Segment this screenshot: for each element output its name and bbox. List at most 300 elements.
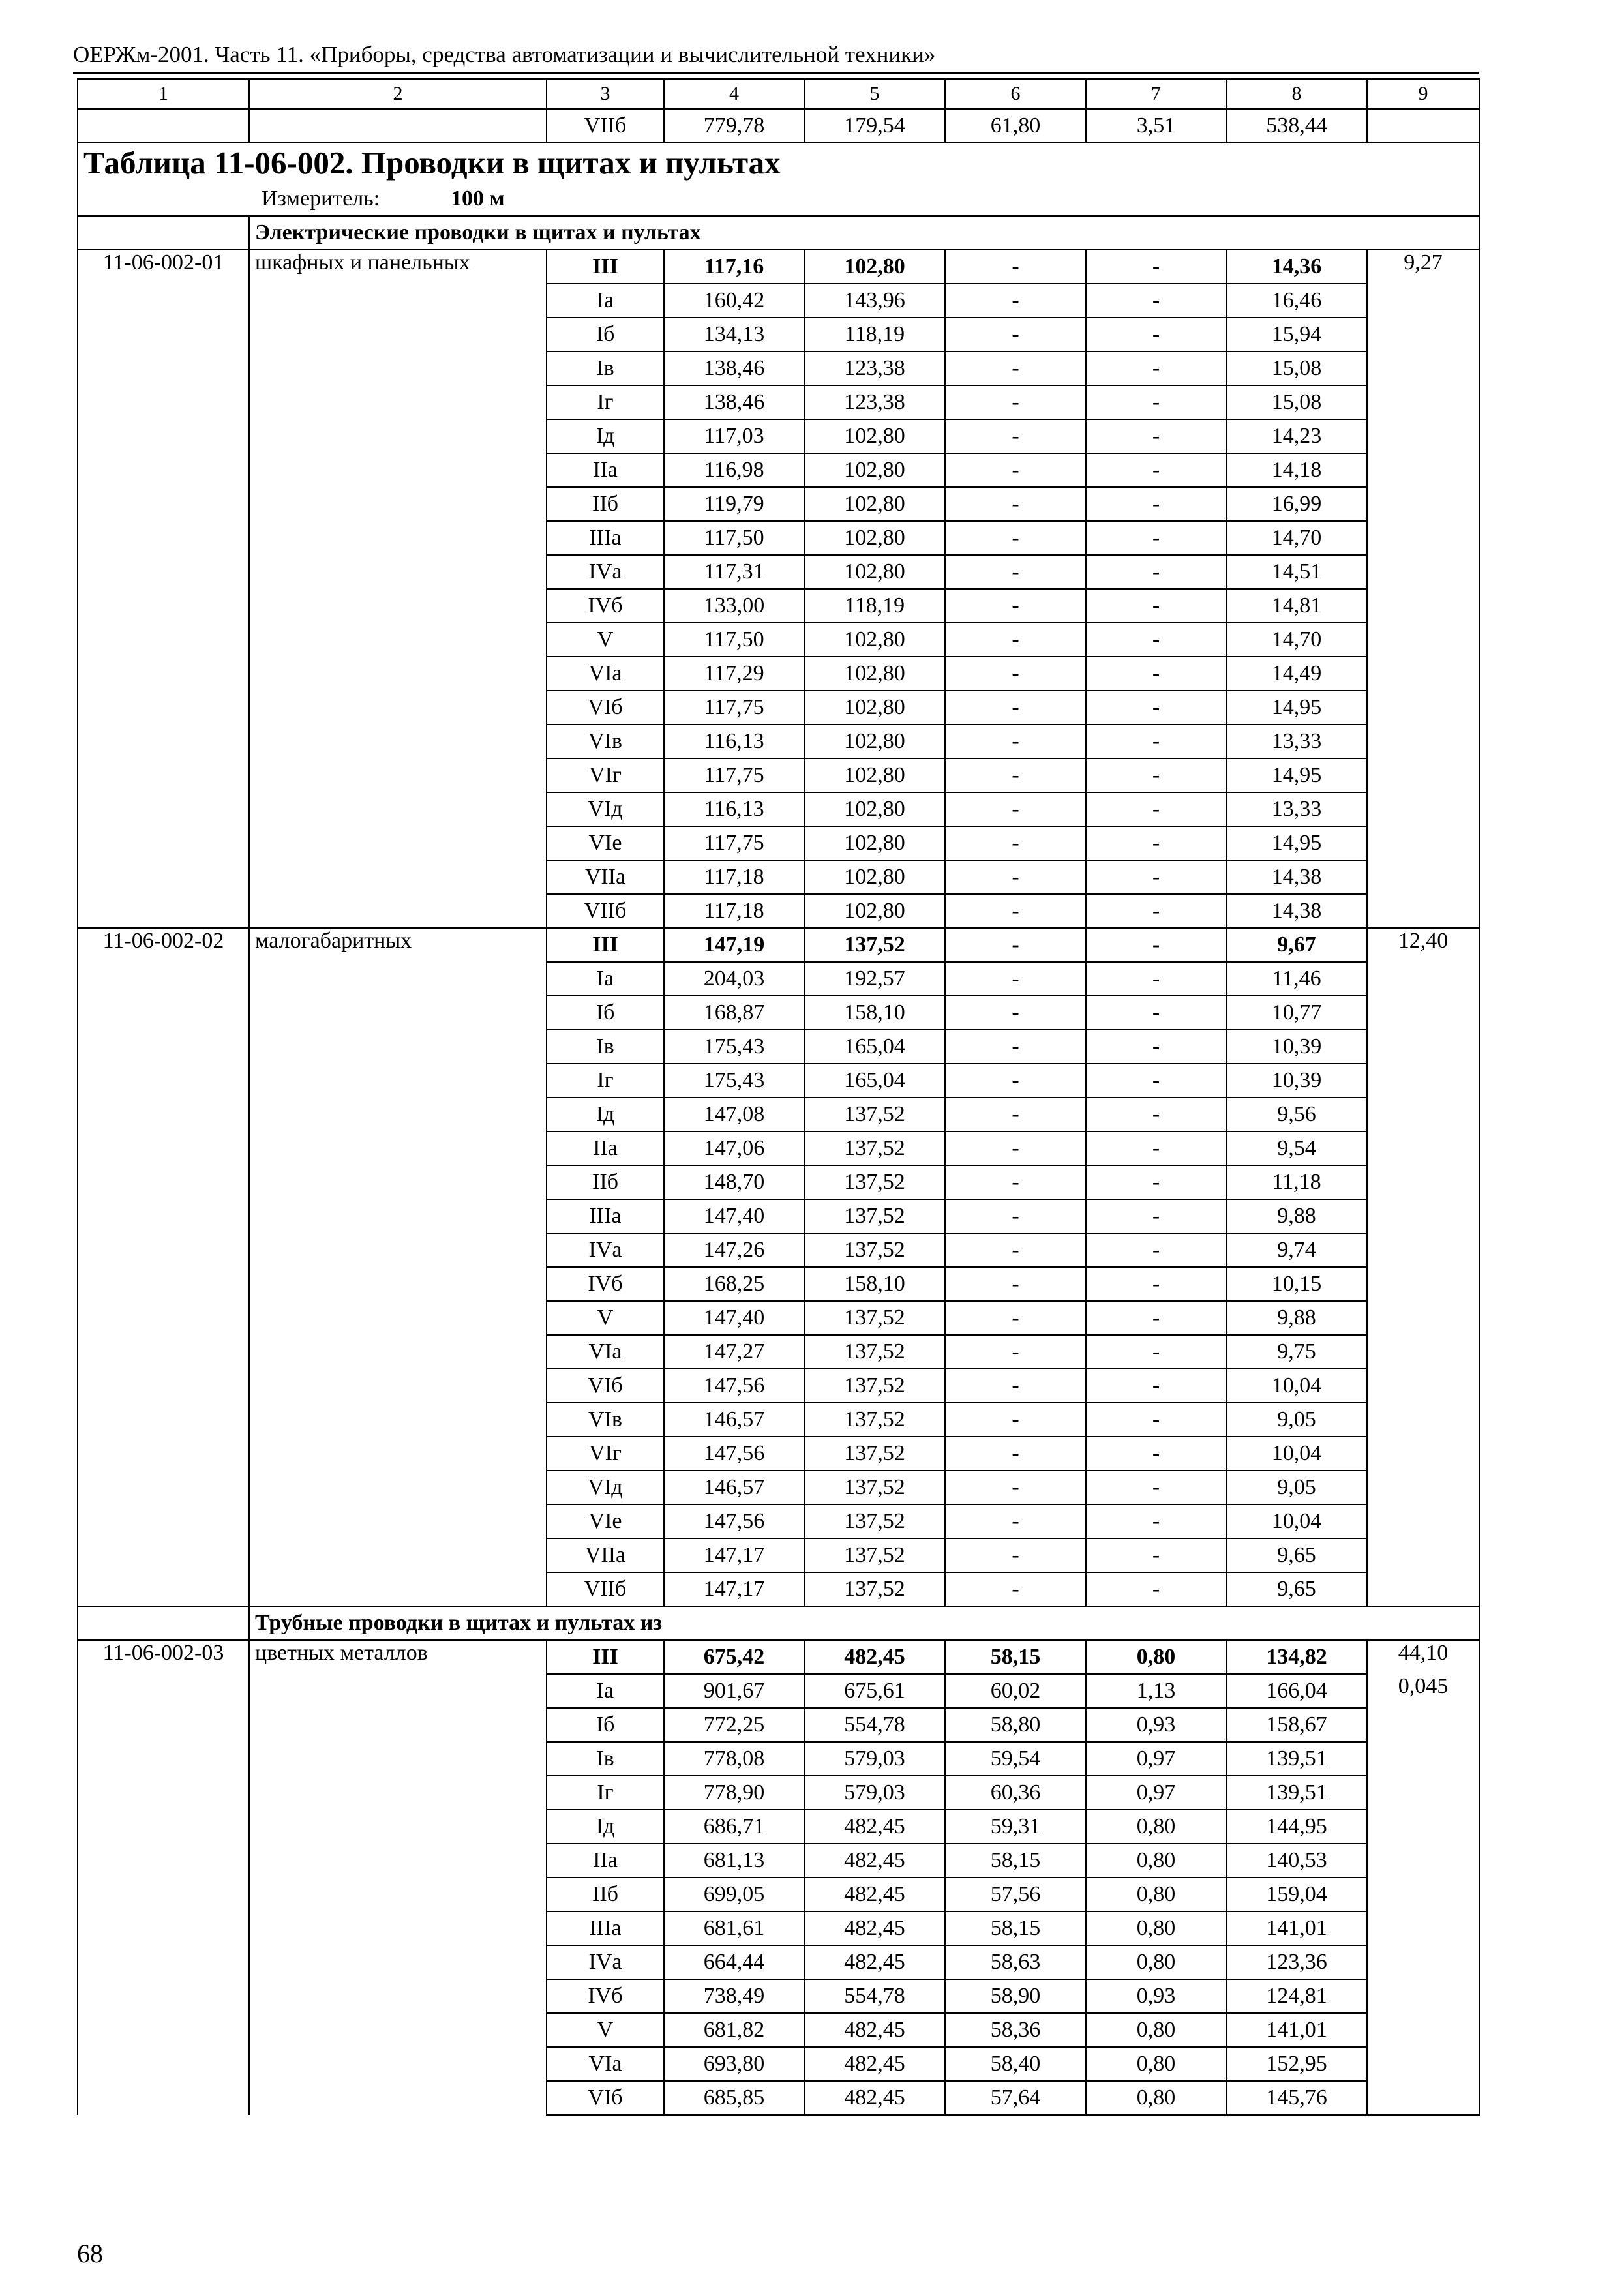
total-cost-cell: 117,50 [664,521,804,555]
unit-value: 100 м [451,187,505,211]
name-cell [249,352,547,385]
name-cell [249,2013,547,2047]
labor-cost-cell [1367,419,1479,453]
wages-cell: 137,52 [804,1471,945,1504]
table-row [78,691,1479,725]
table-row [78,860,1479,894]
code-cell [78,2047,249,2081]
code-cell [78,521,249,555]
code-cell: 11-06-002-02 [78,928,249,962]
driver-wages-cell: - [1086,1369,1226,1403]
driver-wages-cell: 0,80 [1086,1640,1226,1674]
materials-cell: 123,36 [1226,1945,1367,1979]
carry-labor-cell [1367,109,1479,143]
name-cell [249,1572,547,1606]
materials-cell: 9,88 [1226,1199,1367,1233]
machine-cost-cell: - [945,962,1086,996]
table-row [78,1911,1479,1945]
driver-wages-cell: - [1086,1064,1226,1098]
driver-wages-cell: 0,80 [1086,1810,1226,1844]
materials-cell: 13,33 [1226,792,1367,826]
class-cell: III [547,928,664,962]
machine-cost-cell: - [945,419,1086,453]
wages-cell: 482,45 [804,1878,945,1911]
machine-cost-cell: 57,56 [945,1878,1086,1911]
materials-cell: 9,05 [1226,1471,1367,1504]
driver-wages-cell: - [1086,1538,1226,1572]
machine-cost-cell: 59,31 [945,1810,1086,1844]
machine-cost-cell: - [945,487,1086,521]
class-cell: III [547,1640,664,1674]
class-cell: Iг [547,1064,664,1098]
total-cost-cell: 148,70 [664,1165,804,1199]
code-cell [78,1199,249,1233]
class-cell: IVа [547,1945,664,1979]
labor-cost-cell [1367,1911,1479,1945]
page-number: 68 [77,2239,103,2268]
machine-cost-cell: - [945,555,1086,589]
class-cell: VIг [547,1437,664,1471]
materials-cell: 159,04 [1226,1878,1367,1911]
class-cell: VIIб [547,1572,664,1606]
code-cell [78,385,249,419]
labor-cost-cell [1367,589,1479,623]
class-cell: VIв [547,1403,664,1437]
name-cell [249,1674,547,1708]
total-cost-cell: 699,05 [664,1878,804,1911]
code-cell [78,1064,249,1098]
class-cell: VIIб [547,894,664,928]
carry-wage-cell: 179,54 [804,109,945,143]
code-cell [78,1504,249,1538]
machine-cost-cell: - [945,725,1086,758]
total-cost-cell: 117,75 [664,691,804,725]
driver-wages-cell: - [1086,1572,1226,1606]
total-cost-cell: 116,13 [664,792,804,826]
labor-cost-cell [1367,1810,1479,1844]
wages-cell: 554,78 [804,1708,945,1742]
driver-wages-cell: - [1086,352,1226,385]
labor-cost-cell [1367,1064,1479,1098]
total-cost-cell: 117,31 [664,555,804,589]
total-cost-cell: 681,61 [664,1911,804,1945]
materials-cell: 152,95 [1226,2047,1367,2081]
code-cell [78,1437,249,1471]
name-cell [249,1538,547,1572]
wages-cell: 137,52 [804,1131,945,1165]
wages-cell: 675,61 [804,1674,945,1708]
materials-cell: 134,82 [1226,1640,1367,1674]
class-cell: IVб [547,1979,664,2013]
machine-cost-cell: - [945,589,1086,623]
machine-cost-cell: - [945,250,1086,284]
total-cost-cell: 138,46 [664,352,804,385]
total-cost-cell: 147,08 [664,1098,804,1131]
name-cell [249,1911,547,1945]
driver-wages-cell: - [1086,419,1226,453]
wages-cell: 102,80 [804,894,945,928]
name-cell [249,758,547,792]
materials-cell: 158,67 [1226,1708,1367,1742]
materials-cell: 14,38 [1226,894,1367,928]
labor-cost-cell [1367,385,1479,419]
wages-cell: 165,04 [804,1064,945,1098]
table-row [78,1742,1479,1776]
class-cell: IIIа [547,1199,664,1233]
machine-cost-cell: - [945,284,1086,318]
table-row [78,996,1479,1030]
table-row [78,758,1479,792]
code-cell [78,1979,249,2013]
name-cell [249,1369,547,1403]
machine-cost-cell: 58,40 [945,2047,1086,2081]
materials-cell: 139,51 [1226,1776,1367,1810]
name-cell [249,691,547,725]
column-number-row [78,79,1479,109]
materials-cell: 139,51 [1226,1742,1367,1776]
total-cost-cell: 117,18 [664,894,804,928]
class-cell: Iг [547,1776,664,1810]
wages-cell: 118,19 [804,589,945,623]
wages-cell: 482,45 [804,1844,945,1878]
machine-cost-cell: - [945,1301,1086,1335]
materials-cell: 11,18 [1226,1165,1367,1199]
name-cell [249,1267,547,1301]
labor-cost-cell [1367,1572,1479,1606]
code-cell [78,1335,249,1369]
name-cell [249,487,547,521]
driver-wages-cell: - [1086,1131,1226,1165]
name-cell [249,657,547,691]
wages-cell: 102,80 [804,250,945,284]
machine-cost-cell: 58,90 [945,1979,1086,2013]
total-cost-cell: 675,42 [664,1640,804,1674]
labor-cost-cell [1367,1199,1479,1233]
driver-wages-cell: - [1086,758,1226,792]
name-cell [249,284,547,318]
labor-cost-cell [1367,1471,1479,1504]
section-header-row [78,1606,1479,1640]
driver-wages-cell: - [1086,1199,1226,1233]
total-cost-cell: 116,98 [664,453,804,487]
column-number: 7 [1086,79,1226,109]
total-cost-cell: 681,82 [664,2013,804,2047]
driver-wages-cell: 0,80 [1086,1945,1226,1979]
machine-cost-cell: - [945,691,1086,725]
code-cell [78,962,249,996]
table-row [78,623,1479,657]
code-cell [78,2013,249,2047]
code-cell [78,1742,249,1776]
wages-cell: 102,80 [804,792,945,826]
wages-cell: 554,78 [804,1979,945,2013]
class-cell: V [547,2013,664,2047]
table-row [78,1979,1479,2013]
code-cell [78,725,249,758]
carry-drivers-cell: 3,51 [1086,109,1226,143]
carry-over-row [78,109,1479,143]
name-cell [249,589,547,623]
wages-cell: 158,10 [804,1267,945,1301]
total-cost-cell: 146,57 [664,1471,804,1504]
wages-cell: 123,38 [804,352,945,385]
labor-cost-cell [1367,2047,1479,2081]
class-cell: VIIа [547,860,664,894]
machine-cost-cell: - [945,1504,1086,1538]
driver-wages-cell: - [1086,894,1226,928]
column-number: 5 [804,79,945,109]
unit-label: Измеритель: [262,187,380,211]
table-row [78,1844,1479,1878]
name-cell [249,555,547,589]
machine-cost-cell: 60,36 [945,1776,1086,1810]
materials-cell: 9,74 [1226,1233,1367,1267]
wages-cell: 137,52 [804,1335,945,1369]
name-cell: цветных металлов [249,1640,547,1674]
materials-cell: 14,51 [1226,555,1367,589]
name-cell: шкафных и панельных [249,250,547,284]
code-cell [78,1776,249,1810]
column-number: 8 [1226,79,1367,109]
name-cell [249,453,547,487]
labor-cost-cell [1367,1403,1479,1437]
wages-cell: 137,52 [804,1165,945,1199]
wages-cell: 137,52 [804,1301,945,1335]
wages-cell: 482,45 [804,1810,945,1844]
driver-wages-cell: 0,97 [1086,1742,1226,1776]
labor-cost-cell [1367,1437,1479,1471]
machine-cost-cell: 57,64 [945,2081,1086,2115]
name-cell [249,521,547,555]
machine-cost-cell: 58,63 [945,1945,1086,1979]
name-cell [249,318,547,352]
machine-cost-cell: - [945,1538,1086,1572]
materials-cell: 144,95 [1226,1810,1367,1844]
class-cell: Iд [547,1098,664,1131]
labor-cost-cell [1367,1369,1479,1403]
driver-wages-cell: 0,97 [1086,1776,1226,1810]
wages-cell: 165,04 [804,1030,945,1064]
driver-wages-cell: - [1086,1471,1226,1504]
table-row [78,826,1479,860]
materials-cell: 14,70 [1226,521,1367,555]
code-cell [78,1674,249,1708]
class-cell: VIб [547,691,664,725]
table-row [78,318,1479,352]
driver-wages-cell: - [1086,487,1226,521]
wages-cell: 102,80 [804,419,945,453]
table-row [78,928,1479,962]
code-cell [78,1301,249,1335]
driver-wages-cell: - [1086,1335,1226,1369]
name-cell [249,2047,547,2081]
labor-cost-cell [1367,826,1479,860]
code-cell [78,1233,249,1267]
machine-cost-cell: - [945,1233,1086,1267]
driver-wages-cell: - [1086,1233,1226,1267]
wages-cell: 482,45 [804,2013,945,2047]
wages-cell: 118,19 [804,318,945,352]
name-cell [249,1979,547,2013]
total-cost-cell: 738,49 [664,1979,804,2013]
driver-wages-cell: - [1086,318,1226,352]
class-cell: Iб [547,318,664,352]
materials-cell: 140,53 [1226,1844,1367,1878]
wages-cell: 137,52 [804,1538,945,1572]
class-cell: IVб [547,589,664,623]
total-cost-cell: 686,71 [664,1810,804,1844]
driver-wages-cell: - [1086,657,1226,691]
materials-cell: 10,04 [1226,1369,1367,1403]
labor-cost-cell [1367,1945,1479,1979]
table-row [78,1301,1479,1335]
total-cost-cell: 117,18 [664,860,804,894]
section-title: Трубные проводки в щитах и пультах из [249,1606,1479,1640]
driver-wages-cell: - [1086,725,1226,758]
labor-cost-cell [1367,555,1479,589]
class-cell: VIд [547,792,664,826]
table-row [78,1640,1479,1674]
labor-cost-cell [1367,1878,1479,1911]
wages-cell: 102,80 [804,691,945,725]
unit-line [83,183,1473,215]
table-row [78,1776,1479,1810]
name-cell [249,1810,547,1844]
column-number: 9 [1367,79,1479,109]
wages-cell: 137,52 [804,1098,945,1131]
code-cell [78,996,249,1030]
driver-wages-cell: 0,93 [1086,1979,1226,2013]
wages-cell: 158,10 [804,996,945,1030]
code-cell [78,1098,249,1131]
labor-cost-cell [1367,657,1479,691]
code-cell [78,1369,249,1403]
labor-cost-cell [1367,2081,1479,2115]
code-cell [78,1165,249,1199]
driver-wages-cell: - [1086,1504,1226,1538]
total-cost-cell: 685,85 [664,2081,804,2115]
class-cell: VIд [547,1471,664,1504]
table-row [78,555,1479,589]
code-cell [78,1131,249,1165]
total-cost-cell: 117,29 [664,657,804,691]
labor-cost-cell [1367,623,1479,657]
labor-cost-cell [1367,1335,1479,1369]
machine-cost-cell: - [945,996,1086,1030]
total-cost-cell: 147,40 [664,1199,804,1233]
machine-cost-cell: - [945,1471,1086,1504]
code-cell [78,1538,249,1572]
table-row [78,1165,1479,1199]
total-cost-cell: 134,13 [664,318,804,352]
total-cost-cell: 117,75 [664,826,804,860]
carry-name-cell [249,109,547,143]
name-cell [249,1844,547,1878]
wages-cell: 102,80 [804,521,945,555]
code-cell [78,1030,249,1064]
machine-cost-cell: - [945,521,1086,555]
code-cell [78,826,249,860]
labor-cost-cell [1367,1504,1479,1538]
labor-cost-cell [1367,1776,1479,1810]
name-cell [249,1403,547,1437]
class-cell: VIа [547,1335,664,1369]
table-row [78,1878,1479,1911]
total-cost-cell: 175,43 [664,1030,804,1064]
class-cell: IVа [547,1233,664,1267]
labor-cost-cell [1367,487,1479,521]
name-cell [249,725,547,758]
labor-cost-cell [1367,691,1479,725]
driver-wages-cell: - [1086,962,1226,996]
wages-cell: 137,52 [804,1369,945,1403]
machine-cost-cell: - [945,1098,1086,1131]
code-cell [78,623,249,657]
materials-cell: 14,70 [1226,623,1367,657]
driver-wages-cell: - [1086,385,1226,419]
materials-cell: 145,76 [1226,2081,1367,2115]
machine-cost-cell: - [945,318,1086,352]
driver-wages-cell: - [1086,1267,1226,1301]
driver-wages-cell: 0,80 [1086,2081,1226,2115]
total-cost-cell: 117,50 [664,623,804,657]
labor-cost-cell [1367,453,1479,487]
driver-wages-cell: - [1086,1437,1226,1471]
materials-cell: 10,39 [1226,1064,1367,1098]
table-row [78,250,1479,284]
labor-cost-cell [1367,284,1479,318]
labor-cost-cell [1367,1301,1479,1335]
total-cost-cell: 147,26 [664,1233,804,1267]
wages-cell: 102,80 [804,657,945,691]
table-row [78,1098,1479,1131]
machine-cost-cell: 58,36 [945,2013,1086,2047]
machine-cost-cell: - [945,826,1086,860]
table-row [78,1504,1479,1538]
materials-cell: 9,54 [1226,1131,1367,1165]
machine-cost-cell: - [945,1267,1086,1301]
driver-wages-cell: - [1086,691,1226,725]
class-cell: Iа [547,962,664,996]
table-row [78,2047,1479,2081]
total-cost-cell: 693,80 [664,2047,804,2081]
total-cost-cell: 147,56 [664,1369,804,1403]
class-cell: VIб [547,1369,664,1403]
machine-cost-cell: 60,02 [945,1674,1086,1708]
machine-cost-cell: - [945,1165,1086,1199]
class-cell: IIа [547,1131,664,1165]
table-row [78,589,1479,623]
column-number: 3 [547,79,664,109]
driver-wages-cell: - [1086,555,1226,589]
table-row [78,725,1479,758]
labor-cost-cell [1367,521,1479,555]
class-cell: VIг [547,758,664,792]
materials-cell: 16,46 [1226,284,1367,318]
materials-cell: 10,04 [1226,1437,1367,1471]
name-cell [249,1301,547,1335]
wages-cell: 482,45 [804,2081,945,2115]
labor-cost-cell [1367,860,1479,894]
code-cell [78,1708,249,1742]
class-cell: Iб [547,1708,664,1742]
table-row [78,792,1479,826]
name-cell [249,1131,547,1165]
total-cost-cell: 147,27 [664,1335,804,1369]
total-cost-cell: 204,03 [664,962,804,996]
wages-cell: 482,45 [804,1945,945,1979]
materials-cell: 9,05 [1226,1403,1367,1437]
